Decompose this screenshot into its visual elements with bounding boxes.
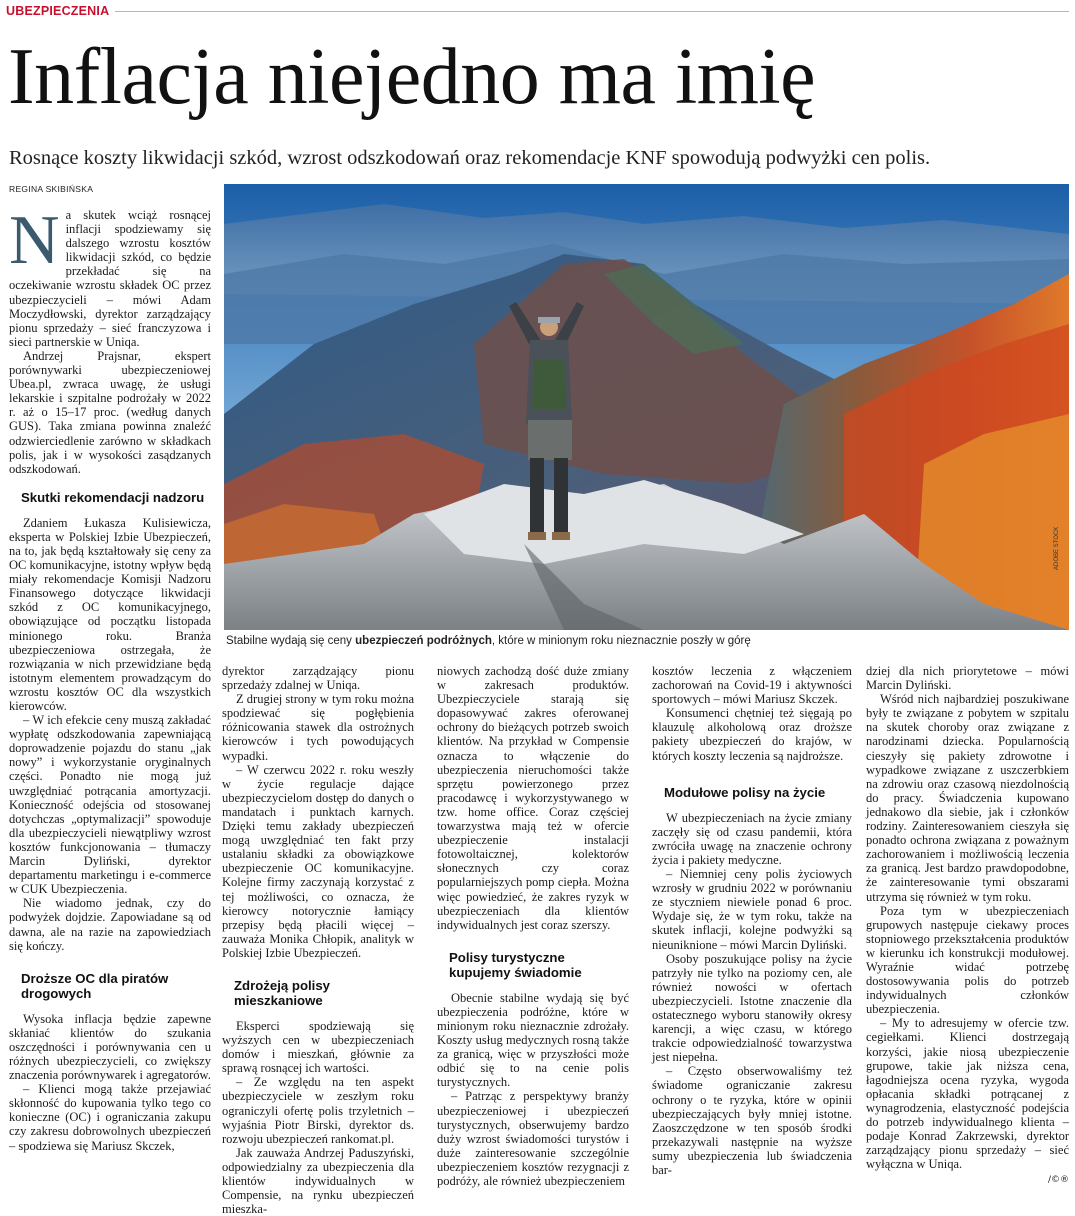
column-3 xyxy=(437,664,629,1188)
paragraph: niowych zachodzą dość duże zmiany w zakresach produktów. Ubezpieczyciele starają się dopasowywać zakres oferowanej ochrony do bieżących potrzeb swoich klientów. Na przykład w Compensie oznacza to włączenie do ubezpieczenia nieruchomości także sprzętu powierzonego przez pracodawcę i wykorzystywanego w tzw. home office. Coraz częściej towarzystwa mają też w ofercie ubezpieczenie instalacji fotowoltaicznej, kolektorów słonecznych czy coraz popularniejszych pomp ciepła. Można więc powiedzieć, że zakres ryzyk w ubezpieczeniach dla klientów indywidualnych jest coraz szerszy. xyxy=(437,664,629,932)
column-1 xyxy=(9,202,211,1153)
subheading: Zdrożeją polisy mieszkaniowe xyxy=(234,977,330,1008)
paragraph: Zdaniem Łukasza Kulisiewicza, eksperta w Polskiej Izbie Ubezpieczeń, na to, jak będą kształtowały się ceny za OC komunikacyjne, istotny wpływ będą miały rekomendacje Komisji Nadzoru Finansowego dotyczące likwidacji szkód z OC komunikacyjnego, obowiązujące od początku listopada minionego roku. Branża ubezpieczeniowa ostrzegała, że rozwiązania w nich przewidziane będą istotnym elementem prowadzącym do wzrostu kosztów OC dla wszystkich kierowców. xyxy=(9,515,211,713)
paragraph: a skutek wciąż rosnącej inflacji spodziewamy się dalszego wzrostu kosztów likwidacji szkód, co będzie przekładać się na oczekiwanie wzrostu składek OC przez ubezpieczycieli – mówi Adam Moczydłowski, dyrektor zarządzający pionu sprzedaży – sieć franczyzowa i sieci partnerskie w Uniqa. xyxy=(9,208,211,349)
lead: Rosnące koszty likwidacji szkód, wzrost odszkodowań oraz rekomendacje KNF spowodują podwyżki cen polis. xyxy=(9,147,931,169)
photo-credit: ADOBE STOCK xyxy=(1054,526,1060,570)
column-4 xyxy=(652,664,852,1177)
subheading: Modułowe polisy na życie xyxy=(664,784,826,800)
paragraph: – Klienci mogą także przejawiać skłonność do kupowania tylko tego co konieczne (OC) i ograniczania zakupu czy zakresu dobrowolnych ubezpieczeń – spodziewa się Mariusz Skczek, xyxy=(9,1082,211,1153)
article-photo xyxy=(224,184,1069,630)
paragraph: W ubezpieczeniach na życie zmiany zaczęły się od czasu pandemii, która zwróciła uwagę na znaczenie ochrony życia i pakiety medyczne. xyxy=(652,810,852,867)
paragraph: Andrzej Prajsnar, ekspert porównywarki ubezpieczeniowej Ubea.pl, zwraca uwagę, że usługi lekarskie i szpitalne podrożały w 2022 r. aż o 15–17 proc. (według danych GUS). Taka zmiana powinna znaleźć odzwierciedlenie zarówno w składkach polis, jak i w wysokości zasądzanych odszkodowań. xyxy=(9,348,211,476)
paragraph: dyrektor zarządzający pionu sprzedaży zdalnej w Uniqa. xyxy=(222,664,414,693)
paragraph: – Patrząc z perspektywy branży ubezpieczeniowej i ubezpieczeń turystycznych, obserwujemy bardzo duży wzrost świadomości turystów i duże zainteresowanie szczególnie ubezpieczeniem kosztów rezygnacji z podróży, ale również ubezpieczeniem xyxy=(437,1089,629,1188)
paragraph: – My to adresujemy w ofercie tzw. cegiełkami. Klienci dostrzegają korzyści, jakie niosą ubezpieczenie grupowe, takie jak niższa cena, łagodniejsza ocena ryzyka, wygoda opłacania składki potrącanej z wynagrodzenia, elastyczność podejścia do potrzeb indywidualnego klienta – podaje Konrad Zakrzewski, dyrektor zarządzający pionu sprzedaży – sieć wyłączna w Uniqa. xyxy=(866,1016,1069,1172)
paragraph: kosztów leczenia z włączeniem zachorowań na Covid-19 i aktywności sportowych – mówi Mariusz Skczek. xyxy=(652,664,852,707)
paragraph: Nie wiadomo jednak, czy do podwyżek dojdzie. Zapowiadane są od dawna, ale na razie na zapowiedziach się kończy. xyxy=(9,896,211,953)
subheading: Polisy turystyczne kupujemy świadomie xyxy=(449,949,582,980)
paragraph: – W ich efekcie ceny muszą zakładać wypłatę odszkodowania zapewniającą doprowadzenie pojazdu do stanu „jak nowy” i wykorzystanie oryginalnych części. Ponadto nie mogą już uwzględniać potrącania amortyzacji. Konieczność odejścia od stosowanej dotychczas „optymalizacji” spowoduje dla ubezpieczycieli niewątpliwy wzrost kosztów funkcjonowania – tłumaczy Marcin Dyliński, dyrektor departamentu marketingu i e-commerce w CUK Ubezpieczenia. xyxy=(9,713,211,897)
author-byline: REGINA SKIBIŃSKA xyxy=(9,184,94,194)
paragraph: Konsumenci chętniej też sięgają po klauzulę alkoholową oraz droższe pakiety ubezpieczeń do krajów, w których koszty leczenia są najdroższe. xyxy=(652,706,852,763)
paragraph: – Często obserwowaliśmy też świadome ograniczanie zakresu ochrony o te ryzyka, które w opinii ubezpieczających były mniej istotne. Zaoszczędzone w ten sposób środki przekazywali następnie na wyższe sumy ubezpieczenia lub świadczenia bar- xyxy=(652,1064,852,1177)
paragraph: Obecnie stabilne wydają się być ubezpieczenia podróżne, które w minionym roku nieznacznie zdrożały. Koszty usług medycznych rosną także za granicą, więc w przyszłości może odbić się to na cenie polis turystycznych. xyxy=(437,990,629,1090)
paragraph: – Ze względu na ten aspekt ubezpieczyciele w zeszłym roku ograniczyli ofertę polis trzyletnich – wyjaśnia Piotr Birski, dyrektor ds. rozwoju ubezpieczeń rankomat.pl. xyxy=(222,1075,414,1146)
paragraph: Jak zauważa Andrzej Paduszyński, odpowiedzialny za ubezpieczenia dla klientów indywidualnych w Compensie, na rynku ubezpieczeń mieszka- xyxy=(222,1145,414,1216)
subheading: Skutki rekomendacji nadzoru xyxy=(21,489,205,505)
paragraph: Poza tym w ubezpieczeniach grupowych następuje ciekawy proces stopniowego przekształcenia produktów w kierunku ich konstrukcji modułowej. Wyraźnie widać potrzebę dostosowywania polis do potrzeb indywidualnych członków ubezpieczenia. xyxy=(866,903,1069,1017)
paragraph: dziej dla nich priorytetowe – mówi Marcin Dyliński. xyxy=(866,664,1069,693)
paragraph: Z drugiej strony w tym roku można spodziewać się pogłębienia różnicowania stawek dla ostrożnych kierowców i tych powodujących wypadki. xyxy=(222,692,414,763)
headline: Inflacja niejedno ma imię xyxy=(8,33,816,121)
column-2 xyxy=(222,664,414,1216)
paragraph: – W czerwcu 2022 r. roku weszły w życie regulacje dające ubezpieczycielom dostęp do danych o mandatach i punktach karnych. Dzięki temu zakłady ubezpieczeń mogą uwzględniać ten fakt przy ustalaniu składki za obowiązkowe ubezpieczenie OC komunikacyjne. Kolejne firmy zaczynają korzystać z tej możliwości, co oznacza, że kierowcy notorycznie łamiący przepisy będą płacili więcej – zauważa Monika Chłopik, analityk w Polskiej Izbie Ubezpieczeń. xyxy=(222,762,414,960)
paragraph: Osoby poszukujące polisy na życie patrzyły nie tylko na poziomy cen, ale również nowości w ofertach ubezpieczycieli. Istotne znaczenie dla ostatecznego wyboru stanowiły okresy karencji, a więc czasu, w którego trakcie odpowiedzialność towarzystwa jest niepełna. xyxy=(652,951,852,1065)
photo-caption xyxy=(226,635,751,647)
column-5 xyxy=(866,664,1069,1187)
end-mark: /©® xyxy=(1047,1175,1069,1186)
dropcap: N xyxy=(9,202,60,279)
caption-bold: ubezpieczeń podróżnych xyxy=(355,635,492,647)
section-rule xyxy=(6,11,1069,12)
caption-text: Stabilne wydają się ceny xyxy=(226,635,356,647)
section-label: UBEZPIECZENIA xyxy=(6,4,115,18)
paragraph: – Niemniej ceny polis życiowych wzrosły w grudniu 2022 w porównaniu ze styczniem niewiele ponad 6 proc. Wydaje się, że w tym roku, także na skutek inflacji, kolejne podwyżki są nieuniknione – mówi Marcin Dyliński. xyxy=(652,867,852,952)
caption-text-end: , które w minionym roku nieznacznie poszły w górę xyxy=(491,635,751,647)
paragraph: Wśród nich najbardziej poszukiwane były te związane z pobytem w szpitalu na skutek choroby oraz związane z narodzinami dziecka. Popularnością cieszyły się pakiety zdrowotne i wypadkowe związane z uszczerbkiem na zdrowiu oraz czasową niezdolnością do pracy. Świadczenia kupowano jednakowo dla siebie, jak i członków rodziny. Zainteresowaniem cieszyła się ponadto ochrona związana z poważnym zachorowaniem i możliwością leczenia za granicą. Jest bardzo prawdopodobne, że zainteresowanie tymi obszarami utrzyma się również w tym roku. xyxy=(866,692,1069,904)
section-bar xyxy=(6,4,1069,18)
paragraph: Eksperci spodziewają się wyższych cen w ubezpieczeniach domów i mieszkań, głównie za sprawą rosnącej ich wartości. xyxy=(222,1018,414,1076)
subheading: Droższe OC dla piratów drogowych xyxy=(21,970,169,1001)
paragraph: Wysoka inflacja będzie zapewne skłaniać klientów do szukania oszczędności i porównywania cen u różnych ubezpieczycieli, co zwiększy znaczenia porównywarek i agregatorów. xyxy=(9,1011,211,1083)
